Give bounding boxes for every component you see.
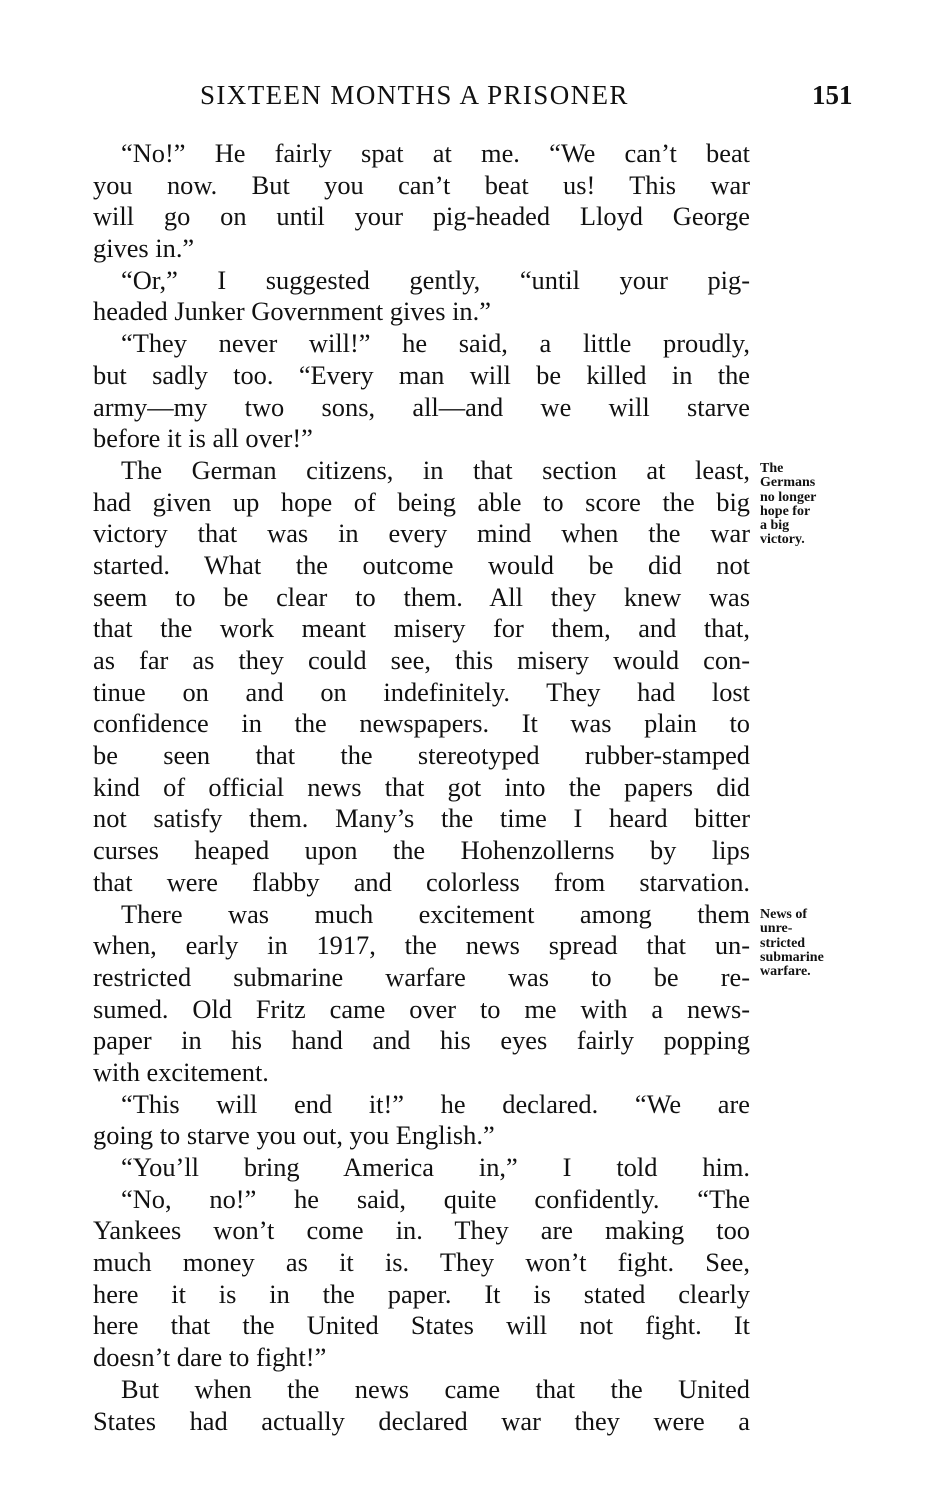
margin-note-line: Germans xyxy=(760,475,816,491)
text-line: not satisfy them. Many’s the time I heard bitter xyxy=(93,803,750,834)
text-line: when, early in 1917, the news spread that un- xyxy=(93,930,750,961)
text-line: victory that was in every mind when the war xyxy=(93,518,750,549)
running-title: SIXTEEN MONTHS A PRISONER xyxy=(200,80,629,110)
page-number: 151 xyxy=(812,80,853,110)
margin-note-line: no longer xyxy=(760,489,817,505)
text-line: “Or,” I suggested gently, “until your pig- xyxy=(121,264,750,295)
text-line: you now. But you can’t beat us! This war xyxy=(93,169,750,200)
text-line: army—my two sons, all—and we will starve xyxy=(93,391,750,422)
margin-note-submarine xyxy=(760,908,870,979)
text-line: here that the United States will not fight. It xyxy=(93,1310,750,1341)
text-line: headed Junker Government gives in.” xyxy=(93,296,491,327)
margin-note-line: News of xyxy=(760,907,808,922)
text-line: tinue on and on indefinitely. They had lost xyxy=(93,676,750,707)
margin-note-line: a big xyxy=(760,518,790,534)
text-line: “No, no!” he said, quite confidently. “The xyxy=(121,1183,750,1214)
text-line: “No!” He fairly spat at me. “We can’t beat xyxy=(121,138,750,168)
margin-note-line: stricted xyxy=(760,935,806,951)
margin-note-germans xyxy=(760,462,870,548)
text-line: be seen that the stereotyped rubber-stamped xyxy=(93,740,750,771)
margin-note-line: The xyxy=(760,461,784,476)
text-line: There was much excitement among them xyxy=(121,898,750,929)
text-line: much money as it is. They won’t fight. See, xyxy=(93,1247,750,1278)
text-line: doesn’t dare to fight!” xyxy=(93,1342,327,1373)
text-line: States had actually declared war they were a xyxy=(93,1405,750,1436)
text-line: “You’ll bring America in,” I told him. xyxy=(121,1152,750,1182)
text-line: “This will end it!” he declared. “We are xyxy=(121,1088,750,1119)
text-line: but sadly too. “Every man will be killed in the xyxy=(93,359,750,390)
margin-note-line: submarine xyxy=(760,949,824,965)
text-line: kind of official news that got into the papers did xyxy=(93,771,750,802)
text-line: seem to be clear to them. All they knew was xyxy=(93,581,750,612)
text-line: sumed. Old Fritz came over to me with a news- xyxy=(93,993,750,1024)
margin-note-line: hope for xyxy=(760,503,811,519)
text-line: paper in his hand and his eyes fairly popping xyxy=(93,1025,750,1056)
body-text xyxy=(93,138,750,1437)
text-line: gives in.” xyxy=(93,233,195,264)
text-line: The German citizens, in that section at least, xyxy=(121,454,750,485)
text-line: confidence in the newspapers. It was plain to xyxy=(93,708,750,739)
text-line: before it is all over!” xyxy=(93,423,313,454)
text-line: curses heaped upon the Hohenzollerns by lips xyxy=(93,835,750,866)
margin-note-line: warfare. xyxy=(760,964,811,980)
text-line: restricted submarine warfare was to be re- xyxy=(93,961,750,992)
text-line: that the work meant misery for them, and that, xyxy=(93,613,750,644)
text-line: “They never will!” he said, a little proudly, xyxy=(121,328,750,359)
page-header xyxy=(0,80,950,114)
margin-note-line: unre- xyxy=(760,921,793,937)
text-line: here it is in the paper. It is stated clearly xyxy=(93,1278,750,1309)
text-line: that were flabby and colorless from starvation. xyxy=(93,866,750,897)
text-line: Yankees won’t come in. They are making too xyxy=(93,1215,750,1246)
text-line: as far as they could see, this misery would con- xyxy=(93,645,750,675)
text-line: started. What the outcome would be did not xyxy=(93,549,750,580)
text-line: will go on until your pig-headed Lloyd George xyxy=(93,201,750,232)
text-line: But when the news came that the United xyxy=(121,1373,750,1404)
text-line: going to starve you out, you English.” xyxy=(93,1120,495,1151)
margin-note-line: victory. xyxy=(760,532,805,548)
text-line: with excitement. xyxy=(93,1056,269,1087)
text-line: had given up hope of being able to score the big xyxy=(93,486,750,517)
